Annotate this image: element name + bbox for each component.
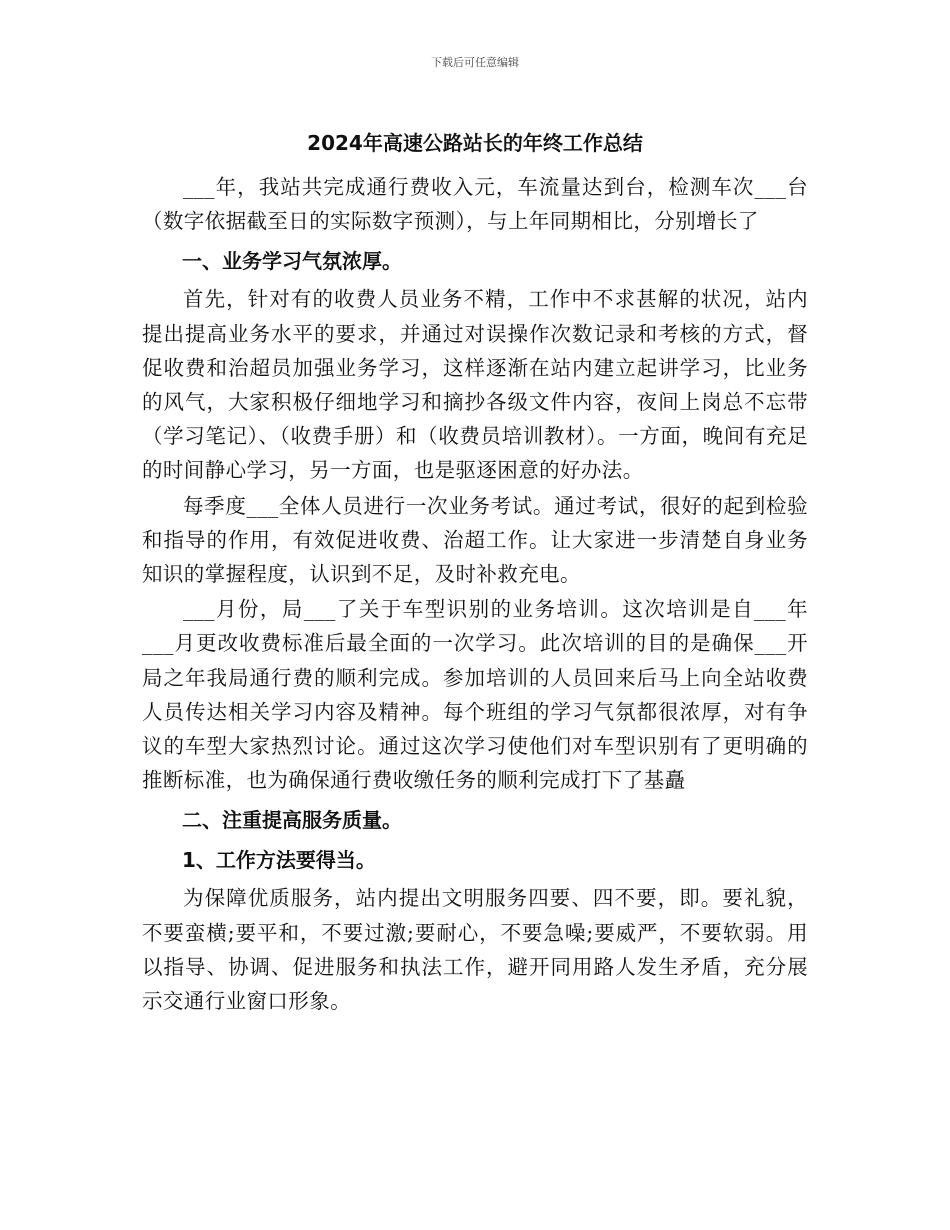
paragraph-study-3: ___月份，局___了关于车型识别的业务培训。这次培训是自___年___月更改收费标准后最全面的一次学习。此次培训的目的是确保___开局之年我局通行费的顺利完成。参加培训的人员回来后马上向全站收费人员传达相关学习内容及精神。每个班组的学习气氛都很浓厚，对有争议的车型大家热烈讨论。通过这次学习使他们对车型识别有了更明确的推断标准，也为确保通行费收缴任务的顺利完成打下了基矗 [142,597,808,793]
section-heading-1: 一、业务学习气氛浓厚。 [182,249,402,274]
section-heading-2: 二、注重提高服务质量。 [182,808,402,833]
paragraph-study-1: 首先，针对有的收费人员业务不精，工作中不求甚解的状况，站内提出提高业务水平的要求，并通过对误操作次数记录和考核的方式，督促收费和治超员加强业务学习，这样逐渐在站内建立起讲学习，比业务的风气，大家积极仔细地学习和摘抄各级文件内容，夜间上岗总不忘带（学习笔记）、（收费手册）和（收费员培训教材）。一方面，晚间有充足的时间静心学习，另一方面，也是驱逐困意的好办法。 [142,287,808,483]
header-note: 下载后可任意编辑 [431,56,519,69]
page-title: 2024年高速公路站长的年终工作总结 [307,131,643,155]
document-body [142,170,808,1019]
paragraph-service: 为保障优质服务，站内提出文明服务四要、四不要，即。要礼貌，不要蛮横;要平和，不要过激;要耐心，不要急噪;要威严，不要软弱。用以指导、协调、促进服务和执法工作，避开同用路人发生矛盾，充分展示交通行业窗口形象。 [142,886,808,1014]
subsection-heading-1: 1、工作方法要得当。 [182,848,376,873]
paragraph-intro: ___年，我站共完成通行费收入元，车流量达到台，检测车次___台（数字依据截至日的实际数字预测），与上年同期相比，分别增长了 [142,175,808,234]
paragraph-study-2: 每季度___全体人员进行一次业务考试。通过考试，很好的起到检验和指导的作用，有效促进收费、治超工作。让大家进一步清楚自身业务知识的掌握程度，认识到不足，及时补救充电。 [142,493,808,587]
